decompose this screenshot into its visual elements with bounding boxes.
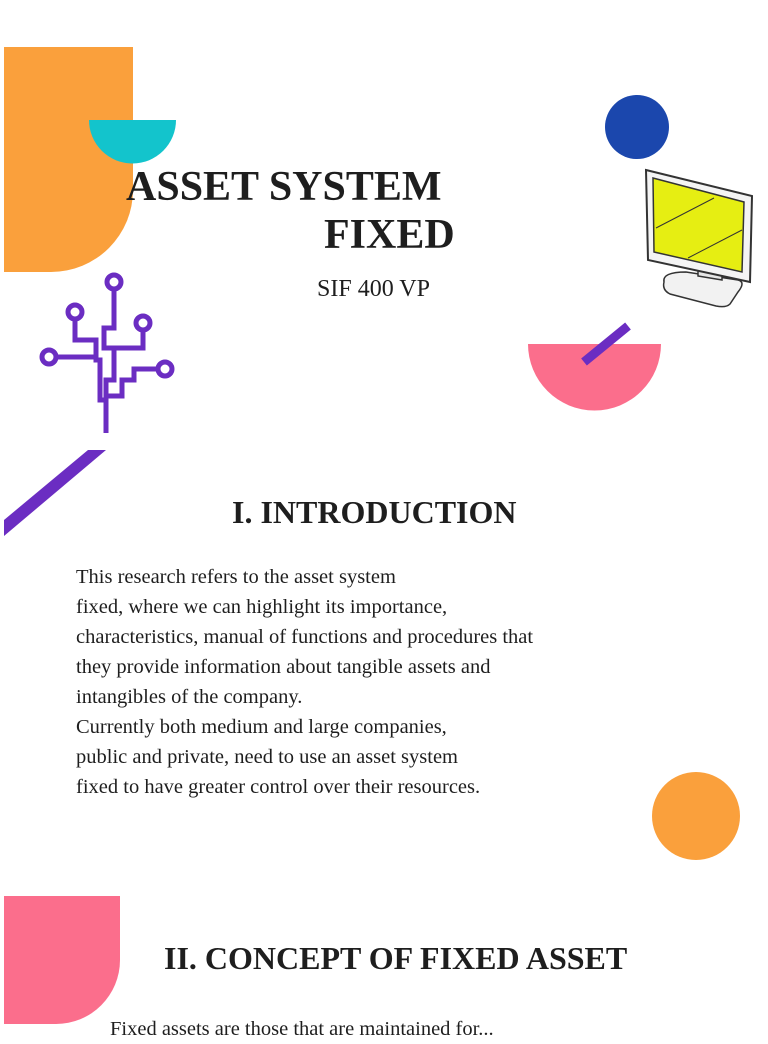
paragraph-line: public and private, need to use an asset system bbox=[76, 746, 458, 768]
paragraph-line: Currently both medium and large companies, bbox=[76, 716, 447, 738]
paragraph-line: This research refers to the asset system bbox=[76, 566, 396, 588]
concept-paragraph-partial: Fixed assets are those that are maintained for... bbox=[110, 1018, 494, 1040]
navy-circle bbox=[605, 95, 669, 159]
orange-circle bbox=[652, 772, 740, 860]
title-line-2: FIXED bbox=[324, 212, 455, 258]
paragraph-line: fixed to have greater control over their resources. bbox=[76, 776, 481, 798]
title-line-1: ASSET SYSTEM bbox=[126, 164, 442, 210]
paragraph-line: characteristics, manual of functions and procedures that bbox=[76, 626, 534, 648]
paragraph-line: they provide information about tangible assets and bbox=[76, 656, 491, 678]
purple-diagonal-left bbox=[4, 450, 106, 536]
section-heading-concept: II. CONCEPT OF FIXED ASSET bbox=[164, 940, 628, 976]
subtitle: SIF 400 VP bbox=[317, 276, 430, 302]
section-heading-introduction: I. INTRODUCTION bbox=[232, 494, 517, 530]
circuit-icon bbox=[38, 268, 178, 436]
orange-shape-top-left bbox=[4, 47, 133, 272]
pink-shape-bottom-left bbox=[4, 896, 120, 1024]
paragraph-line: fixed, where we can highlight its importance, bbox=[76, 596, 448, 618]
introduction-paragraph bbox=[76, 562, 636, 802]
computer-monitor-icon bbox=[640, 168, 756, 310]
paragraph-line: intangibles of the company. bbox=[76, 686, 303, 708]
